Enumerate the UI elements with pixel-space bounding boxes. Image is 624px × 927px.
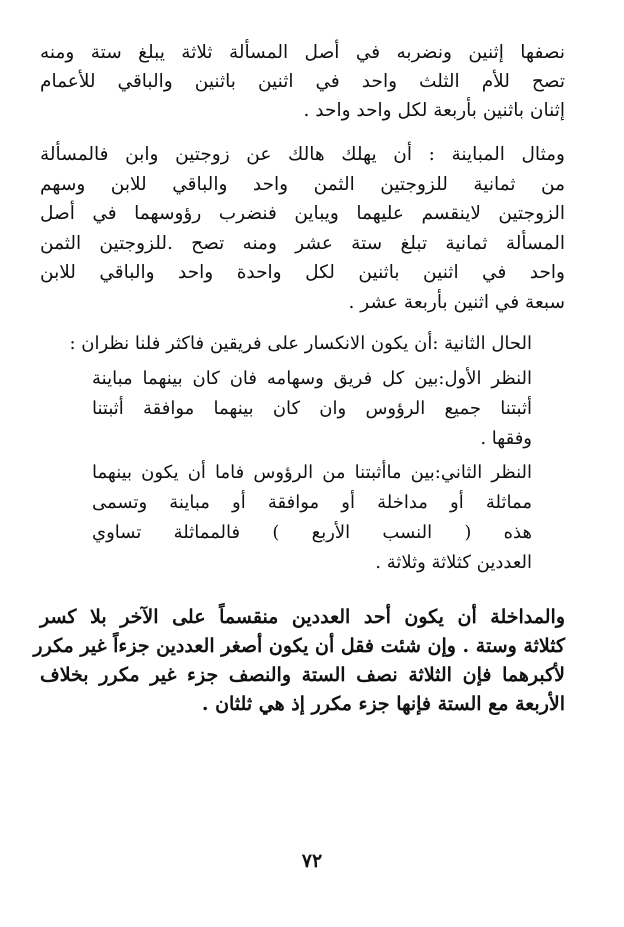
- text-line: نصفها إثنين ونضربه في أصل المسألة ثلاثة يبلغ ستة ومنه: [40, 42, 565, 63]
- text-line: مماثلة أو مداخلة أو موافقة أو مباينة وتسمى: [92, 492, 532, 513]
- first-view-label: النظر الأول: [444, 368, 533, 389]
- paragraph-1: [40, 38, 565, 125]
- second-case-heading: الحال الثانية :أن يكون الانكسار على فريقين فاكثر فلنا نظران :: [69, 333, 532, 354]
- text-line: [92, 458, 532, 488]
- page-number: ٧٢: [301, 850, 323, 872]
- second-view-block: [92, 458, 532, 578]
- text-line: والمداخلة أن يكون أحد العددين منقسماً على الآخر بلا كسر: [40, 606, 565, 628]
- second-view-text: :بين ماأثبتنا من الرؤوس فاما أن يكون بينهما: [92, 462, 441, 483]
- text-line: تصح للأم الثلث واحد في اثنين باثنين والباقي للأعمام: [40, 71, 565, 92]
- text-line: إثنان باثنين بأربعة لكل واحد واحد .: [303, 100, 565, 121]
- second-view-label: النظر الثاني: [440, 462, 532, 483]
- paragraph-2: [40, 140, 565, 317]
- text-line: سبعة في اثنين بأربعة عشر .: [348, 291, 565, 313]
- text-line: ومثال المباينة : أن يهلك هالك عن زوجتين وابن فالمسألة: [40, 144, 565, 165]
- first-view-text: :بين كل فريق وسهامه فان كان بينهما مباينة: [92, 368, 445, 389]
- text-line: لأكبرهما فإن الثلاثة نصف الستة والنصف جزء غير مكرر بخلاف: [40, 664, 565, 686]
- text-line: أثبتنا جميع الرؤوس وان كان بينهما موافقة أثبتنا: [92, 398, 532, 419]
- text-line: [92, 364, 532, 394]
- text-line: الأربعة مع الستة فإنها جزء مكرر إذ هي ثلثان .: [201, 693, 565, 715]
- text-line: وفقها .: [480, 428, 532, 449]
- text-line: واحد في اثنين باثنين لكل واحدة واحد والباقي للابن: [40, 262, 565, 283]
- text-line: المسألة ثمانية تبلغ ستة عشر ومنه تصح .للزوجتين الثمن: [40, 232, 565, 254]
- text-line: كثلاثة وستة . وإن شئت فقل أن يكون أصغر العددين جزءاً غير مكرر: [33, 635, 565, 657]
- text-line: العددين كثلاثة وثلاثة .: [375, 552, 532, 573]
- text-line: من ثمانية للزوجتين الثمن واحد والباقي للابن وسهم: [40, 173, 565, 195]
- text-line: الزوجتين لاينقسم عليهما ويباين فنضرب رؤوسهما في أصل: [40, 203, 565, 224]
- text-line: هذه ( النسب الأربع ) فالمماثلة تساوي: [92, 522, 532, 543]
- first-view-block: [92, 364, 532, 454]
- paragraph-3: [33, 603, 565, 719]
